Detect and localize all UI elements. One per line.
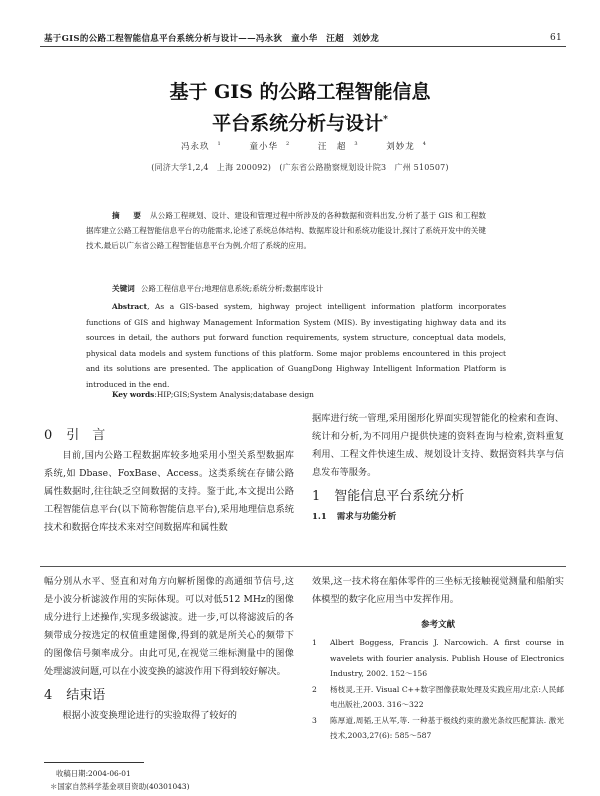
keywords-en: Key words:HIP;GIS;System Analysis;database design: [112, 390, 314, 399]
section-heading-introduction: 0 引 言: [44, 428, 106, 443]
conclusion-paragraph: 根据小波变换理论进行的实验取得了较好的: [62, 710, 237, 721]
title-line-2: 平台系统分析与设计: [212, 112, 384, 135]
header-divider: [40, 46, 566, 47]
left-column-bottom: [44, 573, 294, 725]
funding-note: ＊国家自然科学基金项目资助(40301043): [50, 782, 190, 791]
wavelet-paragraph: 幅分别从水平、竖直和对角方向解析图像的高通细节信号,这是小波分析滤波作用的实际体现。可以对低512 MHz的图像成分进行上述操作,实现多级滤波。进一步,可以将滤波后的各频带成分按选定的权值重建图像,得到的就是所关心的频带下的图像信号频率成分。由此可见,在视觉三维标测量中的图像处理滤波问题,可以在小波变换的滤波作用下得到较好解决。: [44, 576, 294, 677]
paper-title: [40, 78, 560, 137]
section-heading-conclusion: 4 结束语: [44, 688, 106, 703]
keywords-cn-label: 关键词: [112, 284, 135, 293]
abstract-en-text: As a GIS-based system, highway project intelligent information platform incorporates functions of GIS and highway Management Information System (MIS). By investigating highway data and its sources in detail, the authors put forward function requirements, system structure, conceptual data models, physical data models and system functions of this platform. Some major problems encountered in this project and its solutions are presented. The application of GuangDong Highway Intelligent Information Platform is introduced in the end.: [86, 302, 506, 389]
intro-paragraph: 目前,国内公路工程数据库较多地采用小型关系型数据库系统,如 Dbase、FoxBase、Access。这类系统在存储公路属性数据时,往往缺乏空间数据的支持。鉴于此,本文提出公路工程智能信息平台(以下简称智能信息平台),采用地理信息系统技术和数据仓库技术来对空间数据库和属性数: [44, 450, 294, 533]
right-column-bottom: [312, 573, 564, 744]
footnote-divider: [44, 762, 144, 763]
abstract-cn-text: 从公路工程规划、设计、建设和管理过程中所涉及的各种数据和资料出发,分析了基于 GIS 和工程数据库建立公路工程智能信息平台的功能需求,论述了系统总体结构、数据库设计和系统功能设计,探讨了系统开发中的关键技术,最后以广东省公路工程智能信息平台为例,介绍了系统的应用。: [86, 211, 486, 250]
author: 刘妙龙 $^4$: [386, 141, 427, 152]
reference-item: 1 Albert Boggess, Francis J. Narcowich. A first course in wavelets with fourier analysis. Publish House of Electronics Industry, 2002. 152～156: [312, 638, 564, 678]
author: 童小华 $^2$: [249, 141, 291, 152]
references-heading: 参考文献: [420, 620, 455, 630]
author: 冯永玖 $^1$: [181, 141, 222, 152]
keywords-cn: [112, 283, 512, 294]
author: 汪 超 $^3$: [317, 141, 359, 152]
affiliations: (同济大学1,2,4 上海 200092) (广东省公路勘察规划设计院3 广州 510507): [151, 163, 449, 172]
keywords-en-text: HIP;GIS;System Analysis;database design: [156, 390, 314, 399]
page-number: 61: [549, 33, 562, 43]
intro-paragraph-continued: 据库进行统一管理,采用图形化界面实现智能化的检索和查询、统计和分析,为不同用户提供快速的资料查询与检索,资料重复利用、工程文件快速生成、规划设计支持、数据资料共享与信息发布等服务。: [312, 413, 564, 478]
running-head-title: 基于GIS的公路工程智能信息平台系统分析与设计——冯永狄 童小华 汪超 刘妙龙: [44, 34, 380, 44]
abstract-en-label: Abstract: [112, 302, 148, 311]
keywords-en-label: Key words: [112, 390, 155, 399]
abstract-cn: [86, 208, 486, 253]
left-column-top: [44, 425, 294, 537]
author-list: [40, 140, 560, 152]
section-heading-system-analysis: 1 智能信息平台系统分析: [312, 489, 465, 504]
title-line-1: 基于 GIS 的公路工程智能信息: [169, 81, 431, 103]
keywords-cn-text: 公路工程信息平台;地理信息系统;系统分析;数据库设计: [140, 284, 324, 293]
conclusion-paragraph-continued: 效果,这一技术将在船体零件的三坐标无接触视觉测量和船舶实体模型的数字化应用当中发挥作用。: [312, 576, 564, 605]
right-column-top: [312, 410, 564, 526]
title-footnote-marker: *: [383, 115, 388, 125]
page-splice-divider: [40, 566, 566, 567]
received-date: 收稿日期:2004-06-01: [56, 769, 131, 778]
abstract-en: Abstract, As a GIS-based system, highway project intelligent information platform incorporates functions of GIS and highway Management Information System (MIS). By investigating highway data and its sources in detail, the authors put forward function requirements, system structure, conceptual data models, physical data models and system functions of this platform. Some major problems encountered in this project and its solutions are presented. The application of GuangDong Highway Intelligent Information Platform is introduced in the end.: [86, 302, 506, 389]
reference-item: 3 陈厚道,周韬,王从军,等. 一种基于极线约束的激光条纹匹配算法. 激光技术,2003,27(6): 585～587: [312, 715, 564, 740]
abstract-cn-label: 摘 要: [112, 211, 144, 220]
running-head: [44, 31, 562, 45]
subsection-heading-requirements: 1.1 需求与功能分析: [312, 512, 397, 522]
reference-item: 2 杨枝灵,王开. Visual C++数字图像获取处理及实践应用/北京:人民邮电出版社,2003. 316～322: [312, 684, 564, 709]
